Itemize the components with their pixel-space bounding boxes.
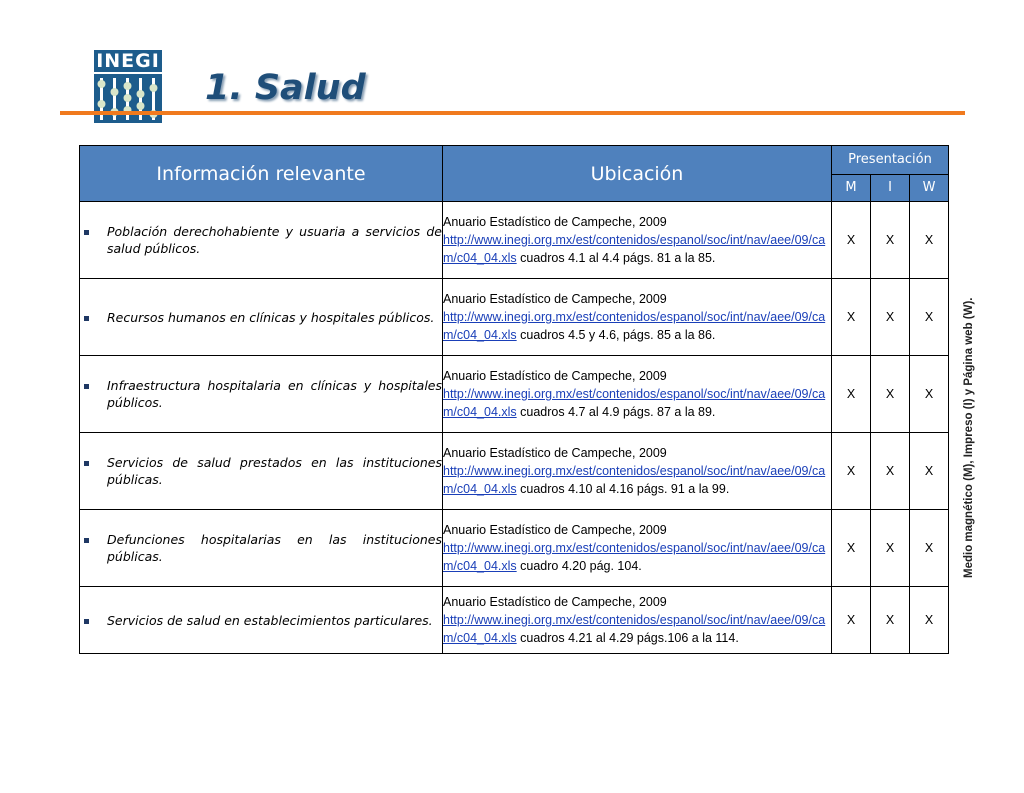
header-m: M	[832, 174, 871, 202]
bullet-icon	[84, 316, 89, 321]
detail-text: cuadro 4.20 pág. 104.	[516, 559, 642, 573]
cell-i: X	[871, 510, 910, 587]
cell-m: X	[832, 202, 871, 279]
info-text: Infraestructura hospitalaria en clínicas y hospitales públicos.	[107, 378, 442, 410]
info-cell	[80, 510, 443, 587]
cell-w: X	[910, 587, 949, 654]
source-link[interactable]: http://www.inegi.org.mx/est/contenidos/espanol/soc/int/nav/aee/09/cam/c04_04.xls	[443, 613, 826, 645]
cell-w: X	[910, 356, 949, 433]
source-link[interactable]: http://www.inegi.org.mx/est/contenidos/espanol/soc/int/nav/aee/09/cam/c04_04.xls	[443, 310, 826, 342]
information-table	[79, 145, 949, 654]
info-cell	[80, 587, 443, 654]
page-title: 1. Salud	[205, 68, 366, 108]
table-row	[80, 587, 949, 654]
table-row	[80, 279, 949, 356]
info-text: Defunciones hospitalarias en las instituciones públicas.	[107, 532, 442, 564]
header-i: I	[871, 174, 910, 202]
location-cell	[443, 510, 832, 587]
location-cell	[443, 433, 832, 510]
info-text: Servicios de salud en establecimientos particulares.	[107, 612, 433, 628]
cell-w: X	[910, 510, 949, 587]
cell-w: X	[910, 433, 949, 510]
table-row	[80, 356, 949, 433]
info-cell	[80, 279, 443, 356]
detail-text: cuadros 4.7 al 4.9 págs. 87 a la 89.	[516, 405, 716, 419]
title-divider	[60, 111, 965, 115]
header-presentacion: Presentación	[832, 146, 949, 175]
location-cell	[443, 587, 832, 654]
source-text: Anuario Estadístico de Campeche, 2009	[443, 215, 667, 229]
table-row	[80, 510, 949, 587]
location-cell	[443, 279, 832, 356]
bullet-icon	[84, 538, 89, 543]
source-link[interactable]: http://www.inegi.org.mx/est/contenidos/espanol/soc/int/nav/aee/09/cam/c04_04.xls	[443, 233, 826, 265]
table-row	[80, 433, 949, 510]
header-w: W	[910, 174, 949, 202]
table-row	[80, 202, 949, 279]
location-cell	[443, 202, 832, 279]
cell-i: X	[871, 279, 910, 356]
detail-text: cuadros 4.1 al 4.4 págs. 81 a la 85.	[516, 251, 716, 265]
detail-text: cuadros 4.10 al 4.16 págs. 91 a la 99.	[516, 482, 730, 496]
cell-m: X	[832, 510, 871, 587]
info-text: Recursos humanos en clínicas y hospitales públicos.	[107, 309, 435, 325]
info-text: Servicios de salud prestados en las instituciones públicas.	[107, 455, 442, 487]
cell-i: X	[871, 587, 910, 654]
logo-abacus-icon	[94, 74, 162, 123]
cell-i: X	[871, 433, 910, 510]
location-cell	[443, 356, 832, 433]
source-text: Anuario Estadístico de Campeche, 2009	[443, 595, 667, 609]
info-cell	[80, 433, 443, 510]
logo-text: INEGI	[94, 50, 162, 72]
detail-text: cuadros 4.21 al 4.29 págs.106 a la 114.	[516, 631, 739, 645]
info-cell	[80, 356, 443, 433]
source-text: Anuario Estadístico de Campeche, 2009	[443, 292, 667, 306]
cell-m: X	[832, 587, 871, 654]
info-cell	[80, 202, 443, 279]
cell-w: X	[910, 202, 949, 279]
source-link[interactable]: http://www.inegi.org.mx/est/contenidos/espanol/soc/int/nav/aee/09/cam/c04_04.xls	[443, 387, 826, 419]
cell-m: X	[832, 356, 871, 433]
source-text: Anuario Estadístico de Campeche, 2009	[443, 523, 667, 537]
bullet-icon	[84, 619, 89, 624]
header-info: Información relevante	[80, 146, 443, 202]
source-link[interactable]: http://www.inegi.org.mx/est/contenidos/espanol/soc/int/nav/aee/09/cam/c04_04.xls	[443, 541, 826, 573]
source-text: Anuario Estadístico de Campeche, 2009	[443, 369, 667, 383]
source-link[interactable]: http://www.inegi.org.mx/est/contenidos/espanol/soc/int/nav/aee/09/cam/c04_04.xls	[443, 464, 826, 496]
source-text: Anuario Estadístico de Campeche, 2009	[443, 446, 667, 460]
cell-i: X	[871, 356, 910, 433]
cell-m: X	[832, 279, 871, 356]
bullet-icon	[84, 230, 89, 235]
bullet-icon	[84, 461, 89, 466]
header-ubicacion: Ubicación	[443, 146, 832, 202]
info-text: Población derechohabiente y usuaria a servicios de salud públicos.	[107, 224, 442, 256]
cell-m: X	[832, 433, 871, 510]
cell-i: X	[871, 202, 910, 279]
detail-text: cuadros 4.5 y 4.6, págs. 85 a la 86.	[516, 328, 716, 342]
bullet-icon	[84, 384, 89, 389]
cell-w: X	[910, 279, 949, 356]
presentation-legend: Medio magnético (M), Impreso (I) y Página web (W).	[963, 297, 975, 578]
